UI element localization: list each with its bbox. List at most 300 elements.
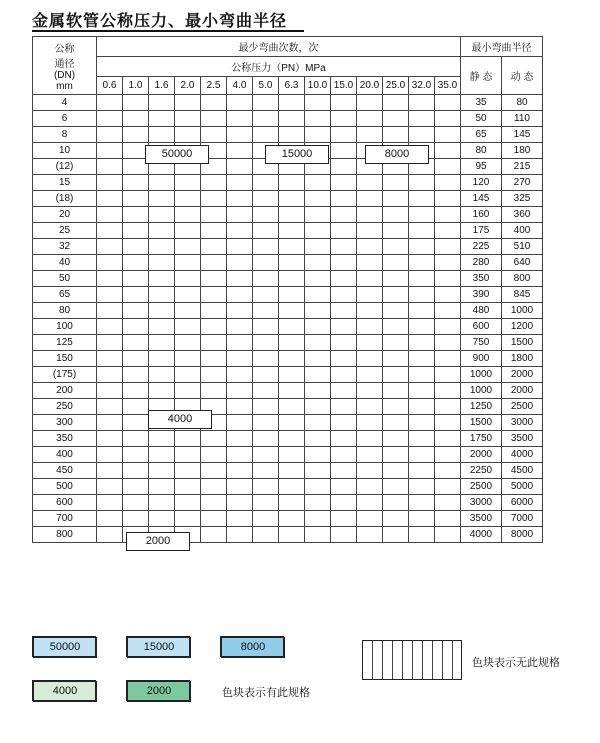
pn-cell — [201, 335, 227, 351]
pn-cell — [123, 367, 149, 383]
table-row — [33, 111, 543, 127]
pn-cell — [149, 367, 175, 383]
legend-stripe-note: 色块表示无此规格 — [472, 657, 560, 669]
pn-cell — [305, 431, 331, 447]
pn-cell — [253, 351, 279, 367]
pn-cell — [435, 335, 461, 351]
pn-col-7: 6.3 — [279, 77, 305, 95]
pn-cell — [331, 415, 357, 431]
radius-static-cell: 225 — [461, 239, 502, 255]
legend-box-2000: 2000 — [127, 681, 191, 702]
pn-cell — [331, 159, 357, 175]
pn-cell — [357, 351, 383, 367]
pn-cell — [331, 351, 357, 367]
dn-cell: 40 — [33, 255, 97, 271]
pn-col-5: 4.0 — [227, 77, 253, 95]
pn-cell — [227, 415, 253, 431]
pn-cell — [279, 175, 305, 191]
radius-dynamic-cell: 400 — [502, 223, 543, 239]
pn-cell — [97, 239, 123, 255]
pn-cell — [123, 303, 149, 319]
pn-cell — [279, 383, 305, 399]
pn-cell — [331, 239, 357, 255]
pn-cell — [97, 351, 123, 367]
pn-cell — [227, 223, 253, 239]
header-row-2 — [33, 57, 543, 77]
pn-cell — [435, 175, 461, 191]
pn-cell — [201, 207, 227, 223]
pn-cell — [331, 175, 357, 191]
pn-cell — [383, 271, 409, 287]
pn-cell — [409, 287, 435, 303]
pn-cell — [331, 223, 357, 239]
pn-cell — [383, 287, 409, 303]
pn-cell — [279, 399, 305, 415]
pn-cell — [435, 399, 461, 415]
pn-cell — [97, 399, 123, 415]
pn-cell — [409, 399, 435, 415]
pn-cell — [383, 191, 409, 207]
pn-cell — [149, 207, 175, 223]
dn-cell: 200 — [33, 383, 97, 399]
pn-cell — [227, 95, 253, 111]
radius-static-cell: 80 — [461, 143, 502, 159]
pn-cell — [279, 223, 305, 239]
pn-cell — [175, 319, 201, 335]
pn-cell — [305, 287, 331, 303]
pn-cell — [357, 319, 383, 335]
radius-dynamic-cell: 360 — [502, 207, 543, 223]
pn-cell — [409, 447, 435, 463]
radius-dynamic-cell: 325 — [502, 191, 543, 207]
pn-cell — [357, 303, 383, 319]
table-row — [33, 431, 543, 447]
pn-cell — [357, 207, 383, 223]
pn-cell — [123, 415, 149, 431]
pn-cell — [123, 479, 149, 495]
pn-cell — [357, 271, 383, 287]
pn-cell — [175, 447, 201, 463]
pn-cell — [357, 383, 383, 399]
pn-cell — [331, 127, 357, 143]
callout-label: 4000 — [148, 410, 212, 429]
pn-cell — [435, 431, 461, 447]
legend-box-4000: 4000 — [33, 681, 97, 702]
pn-cell — [279, 303, 305, 319]
pn-cell — [123, 431, 149, 447]
table-row — [33, 287, 543, 303]
table-row — [33, 415, 543, 431]
pn-cell — [331, 271, 357, 287]
pn-cell — [383, 127, 409, 143]
pn-cell — [149, 479, 175, 495]
pn-cell — [357, 175, 383, 191]
pn-cell — [149, 95, 175, 111]
pn-cell — [383, 175, 409, 191]
pn-cell — [123, 463, 149, 479]
pn-cell — [97, 111, 123, 127]
pn-cell — [227, 143, 253, 159]
table-row — [33, 527, 543, 543]
pn-cell — [435, 239, 461, 255]
pn-cell — [305, 383, 331, 399]
dn-cell: 100 — [33, 319, 97, 335]
pn-cell — [201, 271, 227, 287]
pn-cell — [331, 383, 357, 399]
dn-header-line-4: mm — [56, 80, 73, 92]
pn-cell — [175, 431, 201, 447]
pn-cell — [201, 447, 227, 463]
pn-cell — [175, 367, 201, 383]
pn-cell — [201, 303, 227, 319]
pn-cell — [253, 447, 279, 463]
pn-cell — [201, 463, 227, 479]
pn-cell — [227, 191, 253, 207]
pn-cell — [227, 463, 253, 479]
pn-cell — [201, 431, 227, 447]
table-row — [33, 255, 543, 271]
pn-cell — [409, 95, 435, 111]
pn-cell — [97, 255, 123, 271]
pn-cell — [331, 447, 357, 463]
pn-cell — [97, 287, 123, 303]
radius-static-cell: 120 — [461, 175, 502, 191]
pn-cell — [123, 319, 149, 335]
callout-label: 15000 — [265, 145, 329, 164]
pn-cell — [227, 127, 253, 143]
pn-cell — [175, 127, 201, 143]
legend-box-50000: 50000 — [33, 637, 97, 658]
dn-cell: 300 — [33, 415, 97, 431]
pn-cell — [279, 239, 305, 255]
dn-cell: (175) — [33, 367, 97, 383]
pn-cell — [357, 287, 383, 303]
dn-cell: (18) — [33, 191, 97, 207]
radius-static-cell: 1750 — [461, 431, 502, 447]
pn-cell — [435, 527, 461, 543]
pn-cell — [97, 127, 123, 143]
dn-cell: 10 — [33, 143, 97, 159]
pn-cell — [279, 95, 305, 111]
dn-cell: 600 — [33, 495, 97, 511]
pn-cell — [305, 463, 331, 479]
radius-dynamic-cell: 180 — [502, 143, 543, 159]
pn-cell — [357, 495, 383, 511]
pn-cell — [305, 511, 331, 527]
dn-cell: 400 — [33, 447, 97, 463]
pn-cell — [305, 319, 331, 335]
pn-cell — [435, 511, 461, 527]
pn-cell — [279, 255, 305, 271]
pn-cell — [305, 527, 331, 543]
radius-dynamic-cell: 2500 — [502, 399, 543, 415]
dn-cell: 125 — [33, 335, 97, 351]
pn-cell — [435, 479, 461, 495]
pn-cell — [227, 335, 253, 351]
pn-cell — [383, 239, 409, 255]
pn-cell — [357, 223, 383, 239]
table-row — [33, 303, 543, 319]
pn-cell — [409, 271, 435, 287]
pn-cell — [175, 207, 201, 223]
pn-cell — [331, 495, 357, 511]
pn-cell — [435, 463, 461, 479]
pn-cell — [409, 511, 435, 527]
pn-cell — [435, 271, 461, 287]
pn-cell — [149, 495, 175, 511]
radius-dynamic-cell: 1200 — [502, 319, 543, 335]
pn-cell — [149, 383, 175, 399]
pn-cell — [357, 463, 383, 479]
radius-static-header: 静 态 — [461, 57, 502, 95]
pn-cell — [175, 95, 201, 111]
pn-cell — [305, 367, 331, 383]
pn-cell — [305, 271, 331, 287]
pn-cell — [227, 431, 253, 447]
pn-cell — [123, 255, 149, 271]
radius-static-cell: 600 — [461, 319, 502, 335]
pn-cell — [435, 207, 461, 223]
radius-dynamic-cell: 845 — [502, 287, 543, 303]
pn-cell — [331, 143, 357, 159]
callout-label: 8000 — [365, 145, 429, 164]
pn-cell — [97, 191, 123, 207]
pn-cell — [123, 207, 149, 223]
pn-cell — [279, 111, 305, 127]
dn-cell: 65 — [33, 287, 97, 303]
pn-cell — [435, 143, 461, 159]
legend — [32, 636, 568, 722]
table-row — [33, 447, 543, 463]
pn-cell — [331, 335, 357, 351]
table-row — [33, 463, 543, 479]
pn-cell — [409, 335, 435, 351]
pn-cell — [253, 415, 279, 431]
pn-cell — [383, 399, 409, 415]
radius-static-cell: 1000 — [461, 383, 502, 399]
pn-col-3: 2.0 — [175, 77, 201, 95]
pn-cell — [227, 287, 253, 303]
pn-cell — [357, 111, 383, 127]
pn-cell — [435, 415, 461, 431]
pn-cell — [253, 399, 279, 415]
pn-cell — [357, 255, 383, 271]
pn-cell — [201, 239, 227, 255]
pn-cell — [201, 223, 227, 239]
dn-header-cell — [33, 37, 97, 95]
pn-cell — [383, 511, 409, 527]
pn-cell — [97, 175, 123, 191]
pn-cell — [149, 127, 175, 143]
radius-static-cell: 2250 — [461, 463, 502, 479]
radius-static-cell: 160 — [461, 207, 502, 223]
pn-cell — [149, 223, 175, 239]
pn-cell — [253, 511, 279, 527]
pn-cell — [357, 127, 383, 143]
pn-cell — [409, 127, 435, 143]
pn-cell — [175, 463, 201, 479]
pn-cell — [227, 383, 253, 399]
pn-cell — [253, 527, 279, 543]
pn-cell — [123, 223, 149, 239]
pn-cell — [97, 383, 123, 399]
pn-cell — [123, 127, 149, 143]
pn-cell — [97, 319, 123, 335]
pn-cell — [279, 335, 305, 351]
pn-cell — [123, 239, 149, 255]
pn-cell — [175, 351, 201, 367]
pn-header: 公称压力（PN）MPa — [97, 57, 461, 77]
pn-cell — [253, 271, 279, 287]
pn-cell — [149, 271, 175, 287]
pn-col-2: 1.6 — [149, 77, 175, 95]
pn-cell — [123, 383, 149, 399]
table-row — [33, 335, 543, 351]
radius-dynamic-cell: 5000 — [502, 479, 543, 495]
pn-cell — [305, 239, 331, 255]
table-row — [33, 383, 543, 399]
pn-cell — [305, 495, 331, 511]
pn-cell — [227, 447, 253, 463]
pn-col-9: 15.0 — [331, 77, 357, 95]
pn-cell — [201, 191, 227, 207]
radius-dynamic-header: 动 态 — [502, 57, 543, 95]
dn-cell: 250 — [33, 399, 97, 415]
pn-cell — [435, 447, 461, 463]
pn-cell — [305, 223, 331, 239]
pn-cell — [383, 303, 409, 319]
pn-cell — [305, 175, 331, 191]
pn-cell — [253, 303, 279, 319]
legend-box-15000: 15000 — [127, 637, 191, 658]
pn-cell — [175, 303, 201, 319]
pn-cell — [279, 495, 305, 511]
pn-cell — [201, 383, 227, 399]
pn-cell — [175, 271, 201, 287]
pn-cell — [305, 415, 331, 431]
pn-cell — [357, 191, 383, 207]
pn-cell — [409, 319, 435, 335]
radius-static-cell: 4000 — [461, 527, 502, 543]
pn-cell — [305, 335, 331, 351]
pn-cell — [357, 527, 383, 543]
radius-dynamic-cell: 80 — [502, 95, 543, 111]
pn-cell — [383, 223, 409, 239]
bend-times-header: 最少弯曲次数，次 — [97, 37, 461, 57]
pn-cell — [227, 527, 253, 543]
pn-cell — [409, 111, 435, 127]
radius-static-cell: 175 — [461, 223, 502, 239]
pn-cell — [383, 463, 409, 479]
pn-cell — [435, 191, 461, 207]
pn-cell — [149, 111, 175, 127]
radius-dynamic-cell: 4000 — [502, 447, 543, 463]
pn-cell — [409, 223, 435, 239]
pn-cell — [331, 463, 357, 479]
dn-header-line-3: (DN) — [53, 69, 76, 81]
pn-cell — [279, 351, 305, 367]
dn-cell: 80 — [33, 303, 97, 319]
legend-stripe-swatch — [362, 640, 462, 680]
pn-cell — [383, 111, 409, 127]
pn-cell — [435, 127, 461, 143]
pn-cell — [357, 239, 383, 255]
pn-cell — [279, 367, 305, 383]
radius-static-cell: 2000 — [461, 447, 502, 463]
pn-cell — [253, 383, 279, 399]
pn-cell — [305, 303, 331, 319]
radius-dynamic-cell: 145 — [502, 127, 543, 143]
pn-cell — [253, 367, 279, 383]
pn-cell — [97, 303, 123, 319]
pn-cell — [409, 495, 435, 511]
dn-cell: 25 — [33, 223, 97, 239]
pn-cell — [383, 335, 409, 351]
radius-static-cell: 900 — [461, 351, 502, 367]
table-row — [33, 223, 543, 239]
table-row — [33, 271, 543, 287]
pn-cell — [331, 287, 357, 303]
pn-cell — [97, 271, 123, 287]
pn-cell — [357, 367, 383, 383]
pn-cell — [97, 223, 123, 239]
pn-cell — [409, 255, 435, 271]
pn-cell — [383, 431, 409, 447]
pn-cell — [357, 95, 383, 111]
pn-cell — [227, 495, 253, 511]
pn-cell — [331, 111, 357, 127]
pn-cell — [409, 415, 435, 431]
pn-cell — [149, 463, 175, 479]
pn-cell — [149, 287, 175, 303]
pn-cell — [201, 367, 227, 383]
pn-cell — [201, 287, 227, 303]
pn-cell — [305, 207, 331, 223]
pn-cell — [123, 511, 149, 527]
pn-cell — [383, 367, 409, 383]
pn-cell — [253, 255, 279, 271]
pn-cell — [227, 111, 253, 127]
pn-cell — [305, 191, 331, 207]
pn-cell — [279, 511, 305, 527]
pn-cell — [97, 367, 123, 383]
pn-col-1: 1.0 — [123, 77, 149, 95]
pn-cell — [201, 175, 227, 191]
pn-cell — [123, 495, 149, 511]
radius-dynamic-cell: 270 — [502, 175, 543, 191]
table-row — [33, 351, 543, 367]
pn-cell — [357, 447, 383, 463]
pn-cell — [253, 319, 279, 335]
pn-cell — [201, 511, 227, 527]
pn-col-0: 0.6 — [97, 77, 123, 95]
pn-cell — [331, 191, 357, 207]
pn-col-8: 10.0 — [305, 77, 331, 95]
pn-cell — [175, 175, 201, 191]
title-underline — [32, 30, 304, 32]
pn-cell — [175, 479, 201, 495]
pn-cell — [279, 127, 305, 143]
pn-col-4: 2.5 — [201, 77, 227, 95]
pn-cell — [357, 511, 383, 527]
pn-cell — [305, 447, 331, 463]
pn-cell — [305, 351, 331, 367]
radius-static-cell: 145 — [461, 191, 502, 207]
pn-cell — [97, 447, 123, 463]
pn-cell — [149, 255, 175, 271]
table-row — [33, 175, 543, 191]
pn-cell — [331, 479, 357, 495]
